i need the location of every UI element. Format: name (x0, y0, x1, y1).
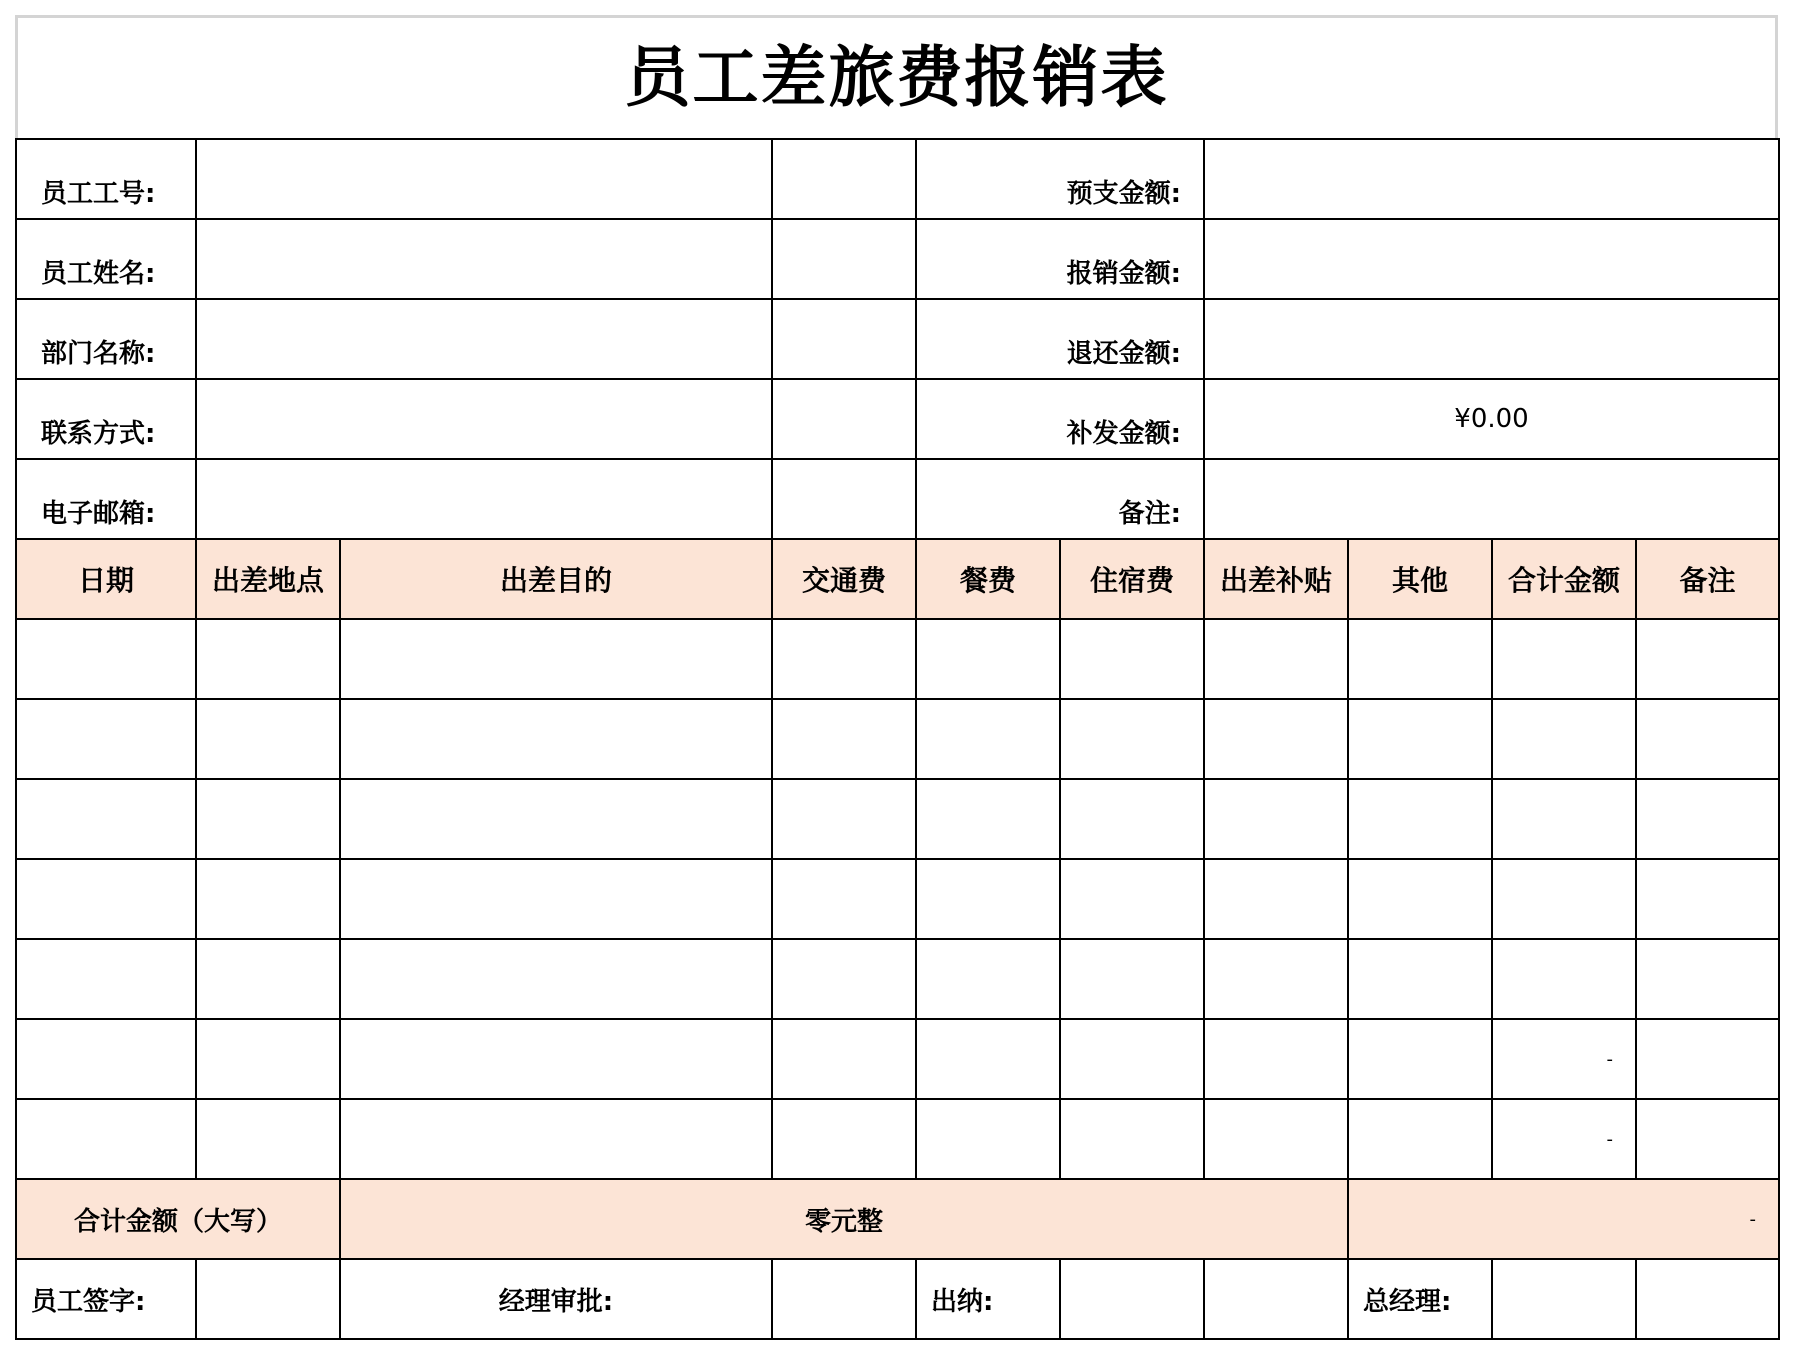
cell-location-row1[interactable] (195, 618, 341, 700)
cell-lodging-row5[interactable] (1059, 938, 1205, 1020)
employee-signature-label-text: 员工签字: (31, 1286, 146, 1317)
cell-allowance-row6[interactable] (1203, 1018, 1349, 1100)
header-other-text: 其他 (1391, 564, 1448, 597)
total-amount (1347, 1178, 1780, 1260)
cell-date-row2[interactable] (15, 698, 197, 780)
department-field[interactable] (195, 298, 773, 380)
cell-meals-row5[interactable] (915, 938, 1061, 1020)
header-location (195, 538, 341, 620)
cell-purpose-row2[interactable] (339, 698, 773, 780)
cell-other-row4[interactable] (1347, 858, 1493, 940)
cell-location-row6[interactable] (195, 1018, 341, 1100)
cell-transport-row7[interactable] (771, 1098, 917, 1180)
cell-meals-row1[interactable] (915, 618, 1061, 700)
header-meals (915, 538, 1061, 620)
cell-allowance-row7[interactable] (1203, 1098, 1349, 1180)
cell-purpose-row5[interactable] (339, 938, 773, 1020)
header-allowance (1203, 538, 1349, 620)
cell-note-row3[interactable] (1635, 778, 1780, 860)
manager-approval-label-text: 经理审批: (498, 1286, 614, 1317)
cell-lodging-row2[interactable] (1059, 698, 1205, 780)
total-amount-text: - (1749, 1208, 1756, 1230)
cell-purpose-row3[interactable] (339, 778, 773, 860)
manager-approval-field[interactable] (771, 1258, 917, 1340)
header-note (1635, 538, 1780, 620)
page-title: 员工差旅费报销表 (624, 39, 1169, 116)
general-manager-extra-field[interactable] (1635, 1258, 1780, 1340)
cell-other-row2[interactable] (1347, 698, 1493, 780)
general-manager-field[interactable] (1491, 1258, 1637, 1340)
cell-date-row6[interactable] (15, 1018, 197, 1100)
employee-name-label (15, 218, 197, 300)
employee-name-label-text: 员工姓名: (41, 259, 156, 289)
cell-transport-row1[interactable] (771, 618, 917, 700)
department-label (15, 298, 197, 380)
cell-note-row5[interactable] (1635, 938, 1780, 1020)
advance-amount-label-text: 预支金额: (1066, 179, 1181, 209)
header-subtotal-text: 合计金额 (1507, 564, 1620, 597)
supplement-amount-label-text: 补发金额: (1066, 419, 1181, 449)
cell-transport-row3[interactable] (771, 778, 917, 860)
cell-purpose-row1[interactable] (339, 618, 773, 700)
employee-name-field[interactable] (195, 218, 773, 300)
contact-label (15, 378, 197, 460)
header-purpose (339, 538, 773, 620)
cell-lodging-row4[interactable] (1059, 858, 1205, 940)
reimburse-amount-label-text: 报销金额: (1066, 259, 1181, 289)
cell-allowance-row2[interactable] (1203, 698, 1349, 780)
cell-purpose-row6[interactable] (339, 1018, 773, 1100)
total-label (15, 1178, 341, 1260)
cell-lodging-row7[interactable] (1059, 1098, 1205, 1180)
cell-subtotal-row2[interactable] (1491, 698, 1637, 780)
advance-amount-field[interactable] (1203, 138, 1780, 220)
general-manager-label-text: 总经理: (1363, 1286, 1452, 1317)
header-lodging-text: 住宿费 (1089, 564, 1174, 597)
cell-meals-row2[interactable] (915, 698, 1061, 780)
cell-location-row3[interactable] (195, 778, 341, 860)
header-allowance-text: 出差补贴 (1219, 564, 1332, 597)
cell-subtotal-row6-text: - (1606, 1048, 1613, 1070)
cell-date-row5[interactable] (15, 938, 197, 1020)
cell-purpose-row7[interactable] (339, 1098, 773, 1180)
cell-note-row7[interactable] (1635, 1098, 1780, 1180)
cell-location-row5[interactable] (195, 938, 341, 1020)
contact-label-text: 联系方式: (41, 419, 156, 449)
cashier-label (915, 1258, 1061, 1340)
advance-amount-label (915, 138, 1205, 220)
cell-subtotal-row4[interactable] (1491, 858, 1637, 940)
remarks-field[interactable] (1203, 458, 1780, 540)
cell-other-row6[interactable] (1347, 1018, 1493, 1100)
general-manager-label (1347, 1258, 1493, 1340)
cell-note-row6[interactable] (1635, 1018, 1780, 1100)
employee-id-label (15, 138, 197, 220)
supplement-amount-label (915, 378, 1205, 460)
cell-note-row4[interactable] (1635, 858, 1780, 940)
total-label-text: 合计金额（大写） (73, 1206, 282, 1237)
header-other (1347, 538, 1493, 620)
cell-location-row2[interactable] (195, 698, 341, 780)
email-label-text: 电子邮箱: (41, 499, 156, 529)
employee-id-label-text: 员工工号: (41, 179, 156, 209)
remarks-label-text: 备注: (1118, 499, 1181, 529)
cell-allowance-row5[interactable] (1203, 938, 1349, 1020)
cell-note-row2[interactable] (1635, 698, 1780, 780)
email-field[interactable] (195, 458, 773, 540)
employee-signature-field[interactable] (195, 1258, 341, 1340)
cell-other-row3[interactable] (1347, 778, 1493, 860)
cell-subtotal-row3[interactable] (1491, 778, 1637, 860)
cell-meals-row6[interactable] (915, 1018, 1061, 1100)
reimburse-amount-label (915, 218, 1205, 300)
cashier-extra-field[interactable] (1203, 1258, 1349, 1340)
cell-note-row1[interactable] (1635, 618, 1780, 700)
cell-location-row4[interactable] (195, 858, 341, 940)
cell-date-row4[interactable] (15, 858, 197, 940)
cell-date-row7[interactable] (15, 1098, 197, 1180)
employee-name-extra-field[interactable] (771, 218, 917, 300)
header-date (15, 538, 197, 620)
header-note-text: 备注 (1679, 564, 1736, 597)
cell-other-row7[interactable] (1347, 1098, 1493, 1180)
header-date-text: 日期 (77, 564, 134, 597)
cell-date-row1[interactable] (15, 618, 197, 700)
employee-signature-label (15, 1258, 197, 1340)
header-transport (771, 538, 917, 620)
cell-subtotal-row1[interactable] (1491, 618, 1637, 700)
header-meals-text: 餐费 (959, 564, 1016, 597)
cell-allowance-row1[interactable] (1203, 618, 1349, 700)
cell-transport-row4[interactable] (771, 858, 917, 940)
cell-transport-row6[interactable] (771, 1018, 917, 1100)
contact-extra-field[interactable] (771, 378, 917, 460)
cashier-field[interactable] (1059, 1258, 1205, 1340)
cell-meals-row7[interactable] (915, 1098, 1061, 1180)
header-subtotal (1491, 538, 1637, 620)
cashier-label-text: 出纳: (931, 1286, 994, 1317)
remarks-label (915, 458, 1205, 540)
header-purpose-text: 出差目的 (499, 564, 612, 597)
cell-lodging-row3[interactable] (1059, 778, 1205, 860)
total-in-words-text: 零元整 (804, 1206, 883, 1237)
cell-meals-row4[interactable] (915, 858, 1061, 940)
header-transport-text: 交通费 (801, 564, 886, 597)
cell-purpose-row4[interactable] (339, 858, 773, 940)
refund-amount-field[interactable] (1203, 298, 1780, 380)
reimburse-amount-field[interactable] (1203, 218, 1780, 300)
cell-lodging-row1[interactable] (1059, 618, 1205, 700)
cell-allowance-row3[interactable] (1203, 778, 1349, 860)
cell-lodging-row6[interactable] (1059, 1018, 1205, 1100)
cell-location-row7[interactable] (195, 1098, 341, 1180)
cell-subtotal-row6[interactable] (1491, 1018, 1637, 1100)
total-in-words (339, 1178, 1349, 1260)
employee-id-extra-field[interactable] (771, 138, 917, 220)
refund-amount-label-text: 退还金额: (1066, 339, 1181, 369)
email-extra-field[interactable] (771, 458, 917, 540)
cell-subtotal-row7-text: - (1606, 1128, 1613, 1150)
supplement-amount-field-text: ¥0.00 (1454, 404, 1529, 434)
department-extra-field[interactable] (771, 298, 917, 380)
supplement-amount-field[interactable] (1203, 378, 1780, 460)
cell-allowance-row4[interactable] (1203, 858, 1349, 940)
refund-amount-label (915, 298, 1205, 380)
cell-transport-row5[interactable] (771, 938, 917, 1020)
header-lodging (1059, 538, 1205, 620)
department-label-text: 部门名称: (41, 339, 156, 369)
cell-date-row3[interactable] (15, 778, 197, 860)
cell-transport-row2[interactable] (771, 698, 917, 780)
cell-other-row1[interactable] (1347, 618, 1493, 700)
cell-subtotal-row7[interactable] (1491, 1098, 1637, 1180)
cell-subtotal-row5[interactable] (1491, 938, 1637, 1020)
manager-approval-label (339, 1258, 773, 1340)
cell-other-row5[interactable] (1347, 938, 1493, 1020)
employee-id-field[interactable] (195, 138, 773, 220)
email-label (15, 458, 197, 540)
header-location-text: 出差地点 (211, 564, 324, 597)
contact-field[interactable] (195, 378, 773, 460)
cell-meals-row3[interactable] (915, 778, 1061, 860)
